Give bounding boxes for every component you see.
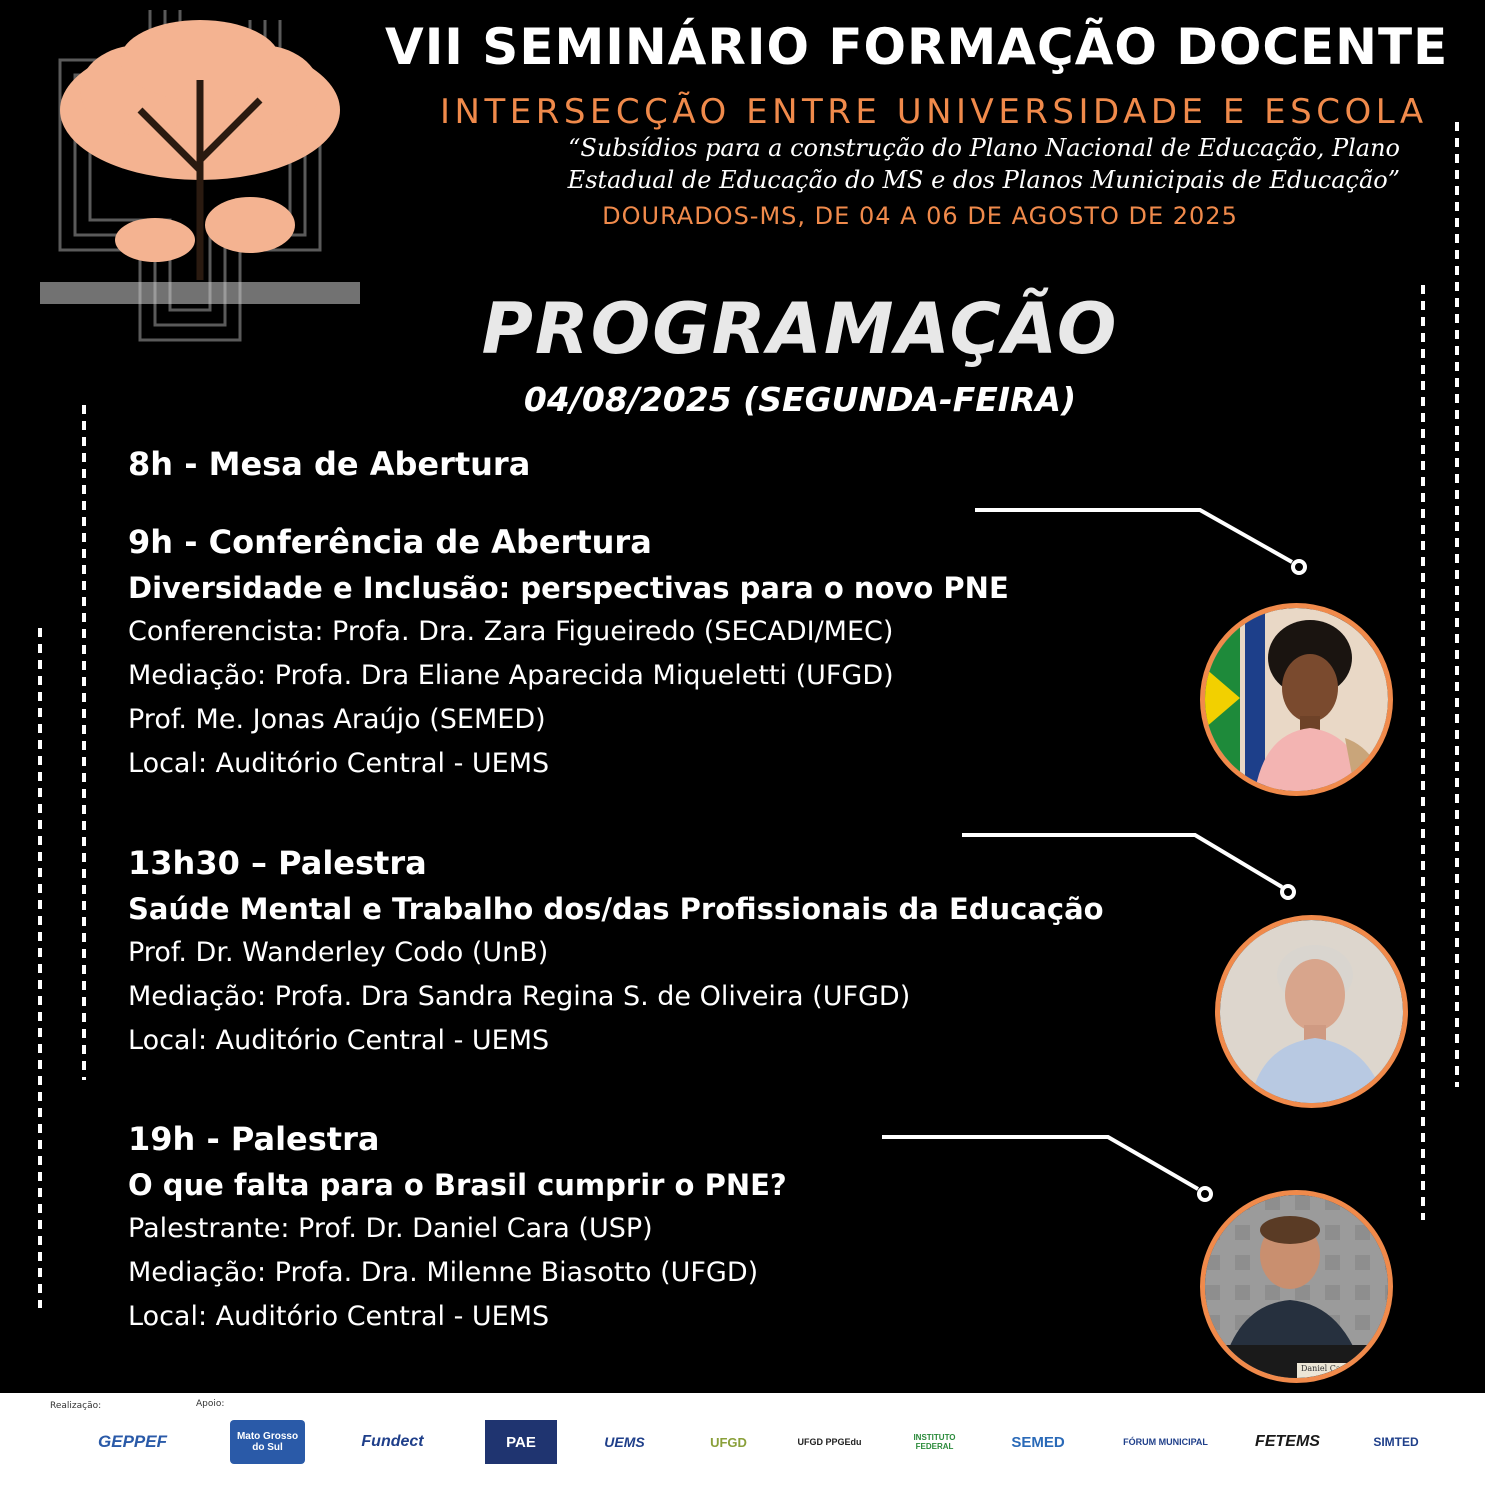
connector-line [975,510,1292,562]
logo-simted: SIMTED [1373,1435,1419,1449]
connector-line [882,1137,1198,1189]
event-title: VII SEMINÁRIO FORMAÇÃO DOCENTE [385,18,1449,76]
logo-forum-municipal: FÓRUM MUNICIPAL [1123,1437,1208,1447]
connector-dot [1293,561,1305,573]
logo-instituto-federal: INSTITUTO FEDERAL [913,1433,956,1451]
schedule-time-title: 9h - Conferência de Abertura [128,523,652,561]
schedule-time-title: 19h - Palestra [128,1120,380,1158]
schedule-line: Local: Auditório Central - UEMS [128,1301,550,1332]
schedule-topic: Diversidade e Inclusão: perspectivas para o novo PNE [128,571,1009,605]
logo-ufgd: UFGD [710,1434,747,1450]
logo-ufgd-ppgedu: UFGD PPGEdu [797,1437,862,1447]
schedule-line: Mediação: Profa. Dra Sandra Regina S. de Oliveira (UFGD) [128,981,911,1012]
logo-fundect: Fundect [361,1433,424,1450]
schedule-line: Local: Auditório Central - UEMS [128,748,550,779]
apoio-label: Apoio: [196,1399,225,1409]
schedule-line: Mediação: Profa. Dra Eliane Aparecida Miqueletti (UFGD) [128,660,894,691]
schedule-line: Palestrante: Prof. Dr. Daniel Cara (USP) [128,1213,653,1244]
schedule-time-title: 13h30 – Palestra [128,844,427,882]
schedule-item [128,440,530,488]
schedule-item [128,1115,787,1339]
schedule-line: Conferencista: Profa. Dra. Zara Figueiredo (SECADI/MEC) [128,616,894,647]
logo-mato-grosso-do-sul: Mato Grosso do Sul [230,1420,305,1464]
logo-semed: SEMED [1011,1433,1065,1451]
logo-pae: PAE [485,1420,557,1464]
speaker-photo-wanderley [1215,915,1408,1108]
schedule-time-title: 8h - Mesa de Abertura [128,445,531,483]
speaker-photo-daniel [1200,1190,1393,1383]
event-location: DOURADOS-MS, DE 04 A 06 DE AGOSTO DE 2025 [602,202,1238,230]
connector-dot [1199,1188,1211,1200]
quote-line: Estadual de Educação do MS e dos Planos Municipais de Educação” [567,166,1400,194]
schedule-line: Local: Auditório Central - UEMS [128,1025,550,1056]
programacao-date: 04/08/2025 (SEGUNDA-FEIRA) [523,380,1077,419]
logo-uems: UEMS [604,1434,645,1450]
quote-line: “Subsídios para a construção do Plano Nacional de Educação, Plano [568,134,1400,162]
schedule-line: Mediação: Profa. Dra. Milenne Biasotto (UFGD) [128,1257,759,1288]
schedule-topic: Saúde Mental e Trabalho dos/das Profissionais da Educação [128,892,1104,926]
programacao-heading: PROGRAMAÇÃO [481,288,1119,370]
event-subtitle: INTERSECÇÃO ENTRE UNIVERSIDADE E ESCOLA [440,92,1428,132]
schedule-line: Prof. Dr. Wanderley Codo (UnB) [128,937,549,968]
realizacao-label: Realização: [50,1401,102,1411]
connector-dot [1282,886,1294,898]
photo-caption: Daniel Cara [1301,1364,1350,1373]
schedule-line: Prof. Me. Jonas Araújo (SEMED) [128,704,546,735]
schedule-item [128,839,1104,1063]
logo-geppef: GEPPEF [98,1432,167,1451]
logo-fetems: FETEMS [1255,1433,1320,1450]
schedule-topic: O que falta para o Brasil cumprir o PNE? [128,1168,787,1202]
schedule-item [128,518,1009,786]
speaker-photo-zara [1200,603,1393,796]
